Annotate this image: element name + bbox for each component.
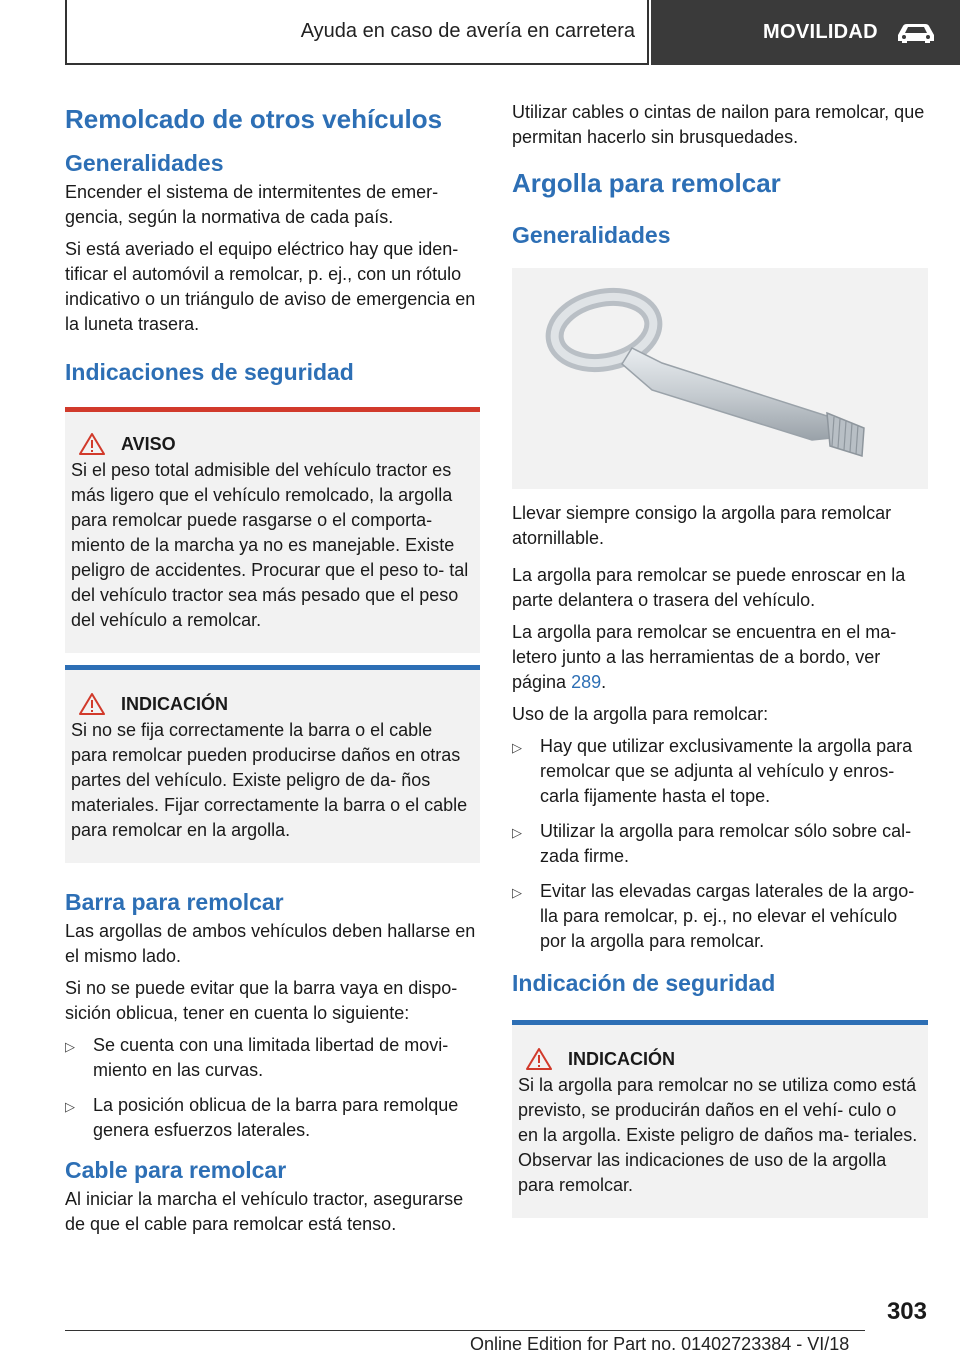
list-item: ▷ Evitar las elevadas cargas laterales de la argo- lla para remolcar, p. ej., no elevar el vehículo por la argolla para remolcar. — [512, 879, 928, 954]
bullet-triangle-icon: ▷ — [65, 1099, 75, 1114]
list-item: ▷ Se cuenta con una limitada libertad de movi- miento en las curvas. — [65, 1033, 480, 1083]
general-paragraph-2: Si está averiado el equipo eléctrico hay que iden- tificar el automóvil a remolcar, p. ej., con un rótulo indicativo o un triángulo de aviso de emergencia en la luneta trasera. — [65, 239, 476, 334]
notice-box — [65, 665, 480, 863]
tow-bar-paragraph-1: Las argollas de ambos vehículos deben hallarse en el mismo lado. — [65, 921, 476, 966]
notice-box-right — [512, 1020, 928, 1218]
heading-tow-cable: Cable para remolcar — [65, 1157, 287, 1183]
right-column — [512, 100, 928, 1218]
notice-triangle-icon — [526, 1047, 552, 1071]
left-column — [65, 100, 480, 1244]
warning-box — [65, 407, 480, 653]
tow-cable-paragraph-1: Al iniciar la marcha el vehículo tractor, asegurarse de que el cable para remolcar está tenso. — [65, 1189, 464, 1234]
tow-eye-paragraph-3: La argolla para remolcar se encuentra en el ma- letero junto a las herramientas de a bordo, ver página 289. — [512, 622, 897, 692]
tow-eye-icon — [512, 268, 928, 489]
general-paragraph-1: Encender el sistema de intermitentes de emer- gencia, según la normativa de cada país. — [65, 182, 439, 227]
heading-general-right: Generalidades — [512, 222, 671, 248]
notice-text-right: Si la argolla para remolcar no se utiliza como está previsto, se producirán daños en el vehí- culo o en la argolla. Existe peligro de daños ma- teriales. Observar las indicaciones de uso de la argolla para remolcar. — [518, 1075, 918, 1195]
list-item: ▷ Hay que utilizar exclusivamente la argolla para remolcar que se adjunta al vehículo y enros- carla fijamente hasta el tope. — [512, 734, 928, 809]
list-item: ▷ La posición oblicua de la barra para remolque genera esfuerzos laterales. — [65, 1093, 480, 1143]
tow-eye-paragraph-1: Llevar siempre consigo la argolla para remolcar atornillable. — [512, 503, 892, 548]
heading-tow-bar: Barra para remolcar — [65, 889, 284, 915]
notice-text: Si no se fija correctamente la barra o el cable para remolcar pueden producirse daños en otras partes del vehículo. Existe peligro de da- ños materiales. Fijar correctamente la barra o el cable para remolcar en la argolla. — [71, 720, 468, 840]
car-icon — [894, 21, 938, 45]
tow-eye-paragraph-2: La argolla para remolcar se puede enroscar en la parte delantera o trasera del vehículo. — [512, 565, 906, 610]
tow-eye-illustration — [512, 268, 928, 489]
tow-eye-paragraph-4: Uso de la argolla para remolcar: — [512, 704, 769, 724]
tow-eye-list — [512, 734, 928, 954]
bullet-triangle-icon: ▷ — [512, 825, 522, 840]
bullet-triangle-icon: ▷ — [65, 1039, 75, 1054]
warning-label: AVISO — [121, 433, 176, 454]
header-section-title: Ayuda en caso de avería en carretera — [300, 20, 635, 42]
footer-divider — [65, 1330, 865, 1331]
list-item: ▷ Utilizar la argolla para remolcar sólo sobre cal- zada firme. — [512, 819, 928, 869]
heading-general: Generalidades — [65, 150, 224, 176]
page-link-289[interactable]: 289 — [571, 672, 602, 692]
heading-safety: Indicaciones de seguridad — [65, 359, 354, 385]
warning-text: Si el peso total admisible del vehículo tractor es más ligero que el vehículo remolcado, la argolla para remolcar puede rasgarse o el comporta- miento de la marcha ya no es manejable. Existe peligro de accidentes. Procurar que el peso to- tal del vehículo tractor sea más pesado que el peso del vehículo a remolcar. — [71, 460, 469, 630]
section-title-towing-other: Remolcado de otros vehículos — [65, 104, 443, 134]
footer-edition: Online Edition for Part no. 01402723384 - VI/18 — [470, 1334, 850, 1354]
header-section — [65, 0, 649, 65]
tow-bar-list — [65, 1033, 480, 1143]
tow-bar-paragraph-2: Si no se puede evitar que la barra vaya en dispo- sición oblicua, tener en cuenta lo siguiente: — [65, 978, 458, 1023]
bullet-triangle-icon: ▷ — [512, 740, 522, 755]
header-chapter-title: MOVILIDAD — [763, 21, 878, 43]
notice-label: INDICACIÓN — [121, 693, 228, 714]
notice-label-right: INDICACIÓN — [568, 1048, 675, 1069]
page-number: 303 — [886, 1298, 927, 1325]
header-chapter — [651, 0, 960, 65]
section-title-tow-eye: Argolla para remolcar — [512, 168, 781, 198]
bullet-triangle-icon: ▷ — [512, 885, 522, 900]
heading-safety-right: Indicación de seguridad — [512, 970, 776, 996]
notice-triangle-icon — [79, 692, 105, 716]
warning-triangle-icon — [79, 432, 105, 456]
cable-continued-paragraph: Utilizar cables o cintas de nailon para remolcar, que permitan hacerlo sin brusquedades. — [512, 102, 925, 147]
